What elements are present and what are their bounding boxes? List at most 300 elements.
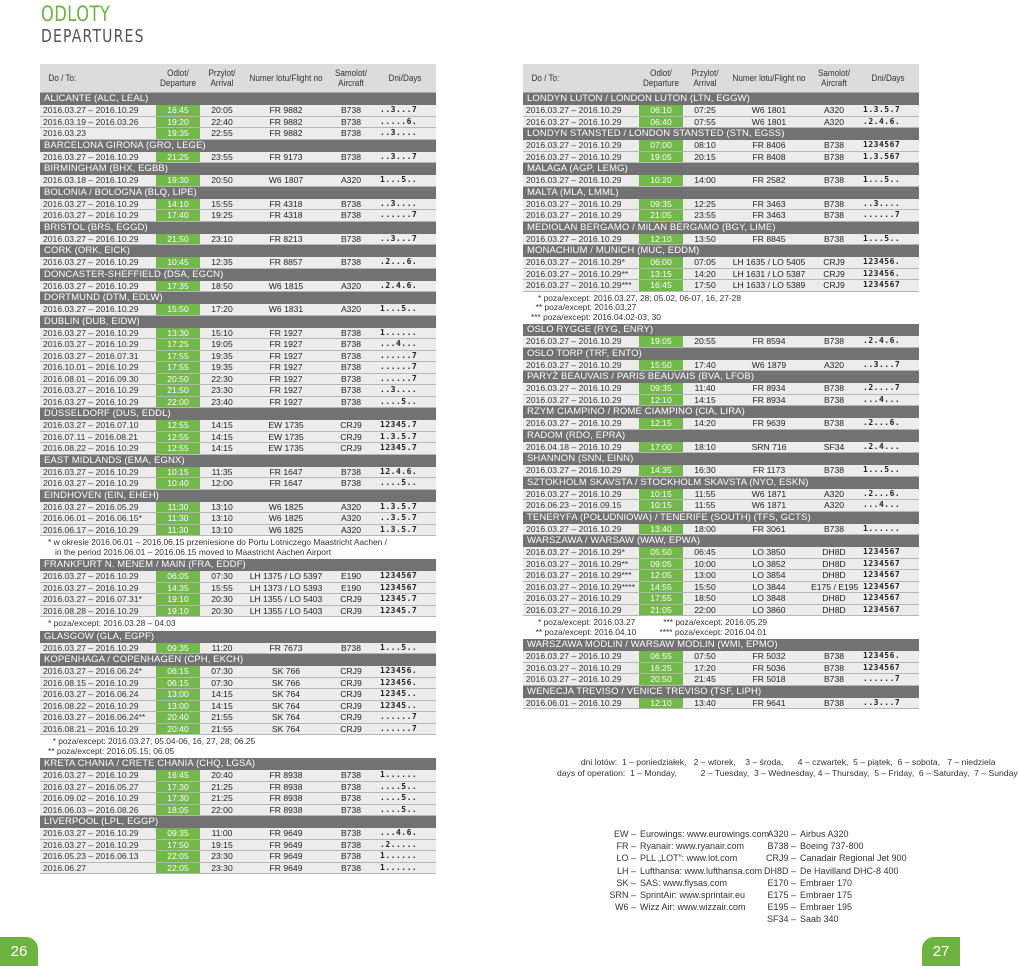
operating-days: ...4.6.: [380, 828, 418, 837]
operating-days: 1......: [380, 851, 418, 860]
table-row: [523, 465, 919, 477]
code-line: [760, 913, 907, 925]
arrival-time: 14:20: [694, 418, 716, 428]
departure-time: 06:15: [156, 666, 200, 677]
table-row: [523, 605, 919, 617]
flight-number: FR 8938: [269, 804, 303, 815]
operating-days: .2...6.: [863, 418, 901, 427]
arrival-time: 12:35: [211, 257, 233, 267]
aircraft-type: SF34: [823, 441, 845, 452]
table-row: [40, 643, 436, 655]
arrival-time: 07:05: [694, 257, 716, 267]
code-value: Eurowings: www.eurowings.com: [640, 829, 770, 839]
validity-period: 2016.03.27 – 2016.10.29*: [526, 547, 625, 557]
flight-number: FR 8934: [752, 383, 786, 393]
arrival-time: 14:15: [211, 689, 233, 699]
departure-time: 06:10: [639, 105, 683, 116]
flight-number: FR 8938: [269, 793, 303, 803]
departure-time: 10:15: [639, 500, 683, 511]
flight-number: FR 8934: [752, 394, 786, 405]
departure-time: 11:30: [156, 525, 200, 536]
operating-days: ......7: [380, 373, 418, 383]
validity-period: 2016.03.27 – 2016.10.29: [43, 327, 139, 338]
aircraft-type: B738: [340, 116, 362, 127]
destination-heading: CORK (ORK, EICK): [40, 245, 436, 257]
operating-days: 1234567: [863, 570, 901, 579]
aircraft-type: B738: [340, 327, 362, 338]
aircraft-type: B738: [823, 394, 845, 405]
departure-time: 17:35: [156, 281, 200, 292]
departure-time: 07:00: [639, 140, 683, 151]
operating-days: 1234567: [863, 593, 901, 602]
departure-time: 15:50: [639, 360, 683, 371]
right-timetable: [523, 64, 919, 709]
departure-time: 15:50: [156, 304, 200, 315]
flight-number: LH 1355 / LO 5403: [249, 594, 323, 604]
table-row: [40, 678, 436, 690]
arrival-time: 22:40: [211, 116, 233, 127]
flight-number: FR 1927: [269, 362, 303, 372]
aircraft-type: B738: [340, 362, 362, 372]
flight-number: EW 1735: [268, 443, 304, 453]
destination-heading: BIRMINGHAM (BHX, EGBB): [40, 163, 436, 175]
arrival-time: 07:25: [694, 105, 716, 115]
table-row: [40, 152, 436, 164]
table-row: [40, 782, 436, 794]
aircraft-type: CRJ9: [340, 431, 362, 442]
flight-number: FR 9173: [269, 151, 303, 162]
table-row: [523, 559, 919, 571]
destination-heading: MALTA (MLA, LMML): [523, 187, 919, 199]
operating-days: 1.3.5.7: [380, 431, 418, 441]
validity-period: 2016.03.27 – 2016.10.29**: [526, 268, 629, 279]
page-number-right: 27: [922, 937, 960, 966]
departure-time: 17:55: [156, 351, 200, 362]
arrival-time: 18:10: [694, 441, 716, 452]
code-value: Airbus A320: [800, 829, 849, 839]
flight-number: FR 3463: [752, 210, 786, 220]
aircraft-type: B738: [340, 233, 362, 244]
departure-time: 19:10: [156, 594, 200, 605]
arrival-time: 21:45: [694, 674, 716, 684]
flight-number: EW 1735: [268, 420, 304, 430]
destination-heading: KOPENHAGA / COPENHAGEN (CPH, EKCH): [40, 654, 436, 666]
arrival-time: 12:00: [211, 478, 233, 488]
table-row: [523, 651, 919, 663]
arrival-time: 08:10: [694, 140, 716, 150]
destination-heading: DÜSSELDORF (DUS, EDDL): [40, 408, 436, 420]
aircraft-type: B738: [340, 373, 362, 384]
header-arrival: Przylot/ Arrival: [691, 68, 719, 88]
page-title: ODLOTY: [41, 2, 111, 26]
validity-period: 2016.03.27 – 2016.10.29: [526, 336, 622, 346]
arrival-time: 13:00: [694, 570, 716, 580]
departure-time: 22:00: [156, 397, 200, 408]
validity-period: 2016.03.27 – 2016.10.29: [526, 151, 622, 162]
validity-period: 2016.03.27 – 2016.10.29: [526, 465, 622, 475]
code-value: SprintAir: www.sprintair.eu: [640, 890, 746, 901]
code-line: [604, 840, 769, 852]
table-row: [40, 362, 436, 374]
departure-time: 20:40: [156, 724, 200, 735]
departure-time: 14:35: [639, 465, 683, 476]
flight-number: FR 9649: [269, 828, 303, 838]
table-row: [40, 281, 436, 293]
table-row: [40, 502, 436, 514]
code-line: [604, 901, 769, 913]
arrival-time: 17:20: [211, 304, 233, 314]
validity-period: 2016.06.23 – 2016.09.15: [526, 500, 622, 510]
arrival-time: 20:55: [694, 336, 716, 346]
validity-period: 2016.03.27 – 2016.10.29**: [526, 558, 629, 569]
arrival-time: 18:00: [694, 523, 716, 534]
arrival-time: 20:05: [211, 105, 233, 115]
table-row: [40, 863, 436, 875]
validity-period: 2016.03.23: [43, 128, 87, 138]
operating-days: 12345.7: [380, 443, 418, 452]
arrival-time: 14:20: [694, 268, 716, 279]
destination-heading: TENERYFA (POŁUDNIOWA) / TENERIFE (SOUTH) (TFS, GCTS): [523, 512, 919, 524]
departure-time: 12:55: [156, 443, 200, 454]
aircraft-type: A320: [823, 116, 845, 127]
code-key: W6 –: [614, 902, 636, 913]
arrival-time: 16:30: [694, 465, 716, 475]
validity-period: 2016.03.27 – 2016.10.29: [43, 770, 139, 780]
flight-number: W6 1825: [268, 524, 304, 535]
table-row: [40, 467, 436, 479]
aircraft-type: A320: [340, 175, 362, 185]
aircraft-type: B738: [340, 642, 362, 653]
departure-time: 13:15: [639, 269, 683, 280]
table-row: [523, 175, 919, 187]
code-line: [760, 889, 907, 901]
destination-heading: OSLO TORP (TRF, ENTO): [523, 348, 919, 360]
validity-period: 2016.03.27 – 2016.10.29: [43, 304, 139, 314]
validity-period: 2016.03.27 – 2016.10.29: [526, 175, 622, 185]
destination-heading: GLASGOW (GLA, EGPF): [40, 631, 436, 643]
table-row: [523, 593, 919, 605]
carrier-codes: [604, 828, 769, 913]
table-row: [523, 442, 919, 454]
arrival-time: 13:10: [211, 501, 233, 512]
code-key: SK –: [616, 877, 636, 888]
aircraft-type: A320: [340, 501, 362, 512]
aircraft-type: A320: [823, 500, 845, 510]
code-key: LH –: [616, 865, 636, 876]
destination-heading: BOLONIA / BOLOGNA (BLQ, LIPE): [40, 187, 436, 199]
departure-time: 14:10: [156, 199, 200, 210]
code-value: Saab 340: [800, 914, 839, 925]
operating-days: ..3...7: [863, 359, 901, 369]
table-row: [523, 489, 919, 501]
validity-period: 2016.03.27 – 2016.10.29: [43, 257, 139, 267]
flight-number: FR 5032: [752, 651, 786, 661]
departure-time: 21:50: [156, 385, 200, 396]
validity-period: 2016.03.27 – 2016.10.29: [43, 105, 139, 115]
flight-number: LO 3854: [752, 570, 786, 580]
table-row: [40, 385, 436, 397]
flight-number: LH 1631 / LO 5387: [732, 268, 806, 279]
table-row: [523, 395, 919, 407]
destination-heading: PARYŻ BEAUVAIS / PARIS BEAUVAIS (BVA, LFOB): [523, 371, 919, 383]
table-row: [40, 128, 436, 140]
aircraft-type: A320: [823, 359, 845, 370]
arrival-time: 22:30: [211, 373, 233, 384]
aircraft-type: B738: [340, 828, 362, 838]
operating-days: 1...5..: [863, 233, 901, 243]
departure-time: 06:05: [156, 571, 200, 582]
aircraft-type: A320: [340, 304, 362, 314]
aircraft-type: B738: [340, 385, 362, 395]
operating-days: ......7: [863, 210, 901, 219]
arrival-time: 06:45: [694, 547, 716, 557]
code-key: SRN –: [609, 890, 636, 901]
code-key: E170 –: [767, 877, 796, 888]
validity-period: 2016.06.03 – 2016.08.26: [43, 804, 139, 815]
operating-days: .2.4...: [863, 441, 901, 451]
destination-heading: DORTMUND (DTM, EDLW): [40, 292, 436, 304]
table-row: [523, 698, 919, 710]
left-timetable: [40, 64, 436, 874]
table-row: [40, 513, 436, 525]
header-aircraft: Samolot/ Aircraft: [818, 68, 850, 88]
destination-heading: RZYM CIAMPINO / ROME CIAMPINO (CIA, LIRA): [523, 406, 919, 418]
validity-period: 2016.07.11 – 2016.08.21: [43, 431, 138, 442]
code-key: E175 –: [767, 890, 796, 901]
page-number-left: 26: [0, 937, 38, 966]
validity-period: 2016.03.27 – 2016.06.24**: [43, 712, 146, 722]
code-line: [604, 877, 769, 889]
aircraft-type: B738: [823, 418, 845, 428]
departure-time: 18:05: [156, 805, 200, 816]
flight-number: FR 1927: [269, 396, 303, 407]
table-row: [40, 583, 436, 595]
flight-number: W6 1825: [268, 513, 304, 523]
operating-days: ....5..: [380, 804, 418, 814]
code-value: Embraer 195: [800, 902, 853, 913]
operating-days: ..3...7: [380, 105, 418, 114]
arrival-time: 17:40: [694, 359, 716, 370]
aircraft-type: CRJ9: [340, 712, 362, 722]
aircraft-type: B738: [823, 336, 845, 346]
table-header: [40, 64, 436, 93]
table-row: [523, 582, 919, 594]
departure-time: 22:05: [156, 851, 200, 862]
flight-number: FR 5036: [752, 662, 786, 673]
destination-heading: LIVERPOOL (LPL, EGGP): [40, 816, 436, 828]
table-row: [40, 805, 436, 817]
table-row: [523, 524, 919, 536]
flight-number: FR 1927: [269, 339, 303, 349]
aircraft-type: DH8D: [822, 593, 846, 603]
departure-time: 17:25: [156, 339, 200, 350]
operating-days: ...4...: [863, 394, 901, 404]
operating-days: .2...6.: [380, 257, 418, 266]
operating-days: 1...5..: [380, 304, 418, 313]
arrival-time: 20:30: [211, 594, 233, 604]
arrival-time: 11:35: [211, 466, 233, 477]
validity-period: 2016.08.22 – 2016.10.29: [43, 443, 139, 453]
destination-heading: WENECJA TREVISO / VENICE TREVISO (TSF, LIPH): [523, 686, 919, 698]
table-row: [40, 851, 436, 863]
flight-number: FR 8938: [269, 781, 303, 792]
validity-period: 2016.03.27 – 2016.10.29: [43, 396, 139, 407]
operating-days: ......7: [863, 674, 901, 683]
validity-period: 2016.03.27 – 2016.06.24: [43, 689, 139, 699]
code-value: Ryanair: www.ryanair.com: [640, 841, 745, 852]
arrival-time: 14:15: [211, 700, 233, 711]
code-key: DH8D –: [763, 865, 796, 876]
operating-days: 12345.7: [380, 420, 418, 429]
flight-number: FR 9882: [269, 116, 303, 127]
validity-period: 2016.03.27 – 2016.10.29: [526, 674, 622, 684]
table-header: [523, 64, 919, 93]
validity-period: 2016.03.27 – 2016.10.29: [43, 839, 139, 850]
departure-time: 21:25: [156, 152, 200, 163]
arrival-time: 19:15: [211, 839, 233, 850]
footnote: * poza/except: 2016.03.27; 05.04-06, 16, 27, 28; 06.25 ** poza/except: 2016.05.15; 06.05: [48, 736, 256, 756]
table-row: [523, 663, 919, 675]
table-row: [523, 547, 919, 559]
aircraft-type: B738: [340, 128, 362, 138]
operating-days: 123456.: [863, 651, 901, 660]
footnote: * poza/except: 2016.03.27, 28; 05.02, 06-07, 16, 27-28 ** poza/except: 2016.03.27 *** poza/except: 2016.04.02-03, 30: [531, 292, 741, 322]
operating-days: ......7: [380, 362, 418, 371]
departure-time: 12:55: [156, 432, 200, 443]
operating-days: ....5..: [380, 478, 418, 487]
flight-number: FR 8845: [752, 233, 786, 244]
table-row: [523, 234, 919, 246]
table-row: [40, 397, 436, 409]
code-line: [604, 889, 769, 901]
arrival-time: 14:00: [694, 175, 716, 185]
aircraft-type: CRJ9: [340, 666, 362, 676]
operating-days: 123456.: [863, 268, 901, 278]
operating-days: ..3...7: [380, 233, 418, 243]
validity-period: 2016.03.27 – 2016.10.29: [526, 233, 622, 244]
aircraft-type: A320: [823, 105, 845, 115]
arrival-time: 14:15: [694, 394, 716, 405]
flight-number: FR 1647: [269, 478, 303, 488]
operating-days: 1...5..: [863, 175, 901, 184]
aircraft-type: CRJ9: [340, 443, 362, 453]
aircraft-type: CRJ9: [340, 677, 362, 688]
arrival-time: 19:35: [211, 362, 233, 372]
flight-number: FR 1647: [269, 466, 303, 477]
table-row: [523, 383, 919, 395]
operating-days: 1...5..: [380, 175, 418, 184]
aircraft-type: DH8D: [822, 604, 846, 615]
code-line: [604, 828, 769, 840]
departure-time: 21:50: [156, 234, 200, 245]
destination-heading: WARSZAWA MODLIN / WARSAW MODLIN (WMI, EPMO): [523, 639, 919, 651]
flight-number: LO 3860: [752, 604, 786, 615]
code-line: [760, 901, 907, 913]
table-row: [523, 257, 919, 269]
aircraft-type: B738: [340, 198, 362, 209]
destination-heading: DUBLIN (DUB, EIDW): [40, 316, 436, 328]
operating-days: 1.3.567: [863, 151, 901, 161]
operating-days: 123456.: [863, 257, 901, 266]
operating-days: 12345.7: [380, 605, 418, 615]
validity-period: 2016.03.27 – 2016.10.29: [526, 198, 622, 209]
aircraft-type: CRJ9: [340, 700, 362, 711]
code-value: PLL „LOT”: www.lot.com: [640, 853, 738, 864]
validity-period: 2016.03.27 – 2016.10.29: [43, 466, 139, 477]
departure-time: 09:35: [639, 199, 683, 210]
destination-heading: EINDHOVEN (EIN, EHEH): [40, 490, 436, 502]
departure-time: 21:05: [639, 605, 683, 616]
arrival-time: 21:55: [211, 723, 233, 734]
operating-days: .2.....: [380, 839, 418, 849]
aircraft-type: B738: [340, 350, 362, 361]
flight-number: FR 9649: [269, 839, 303, 850]
validity-period: 2016.03.18 – 2016.10.29: [43, 175, 139, 185]
aircraft-type: B738: [340, 105, 362, 115]
flight-number: W6 1871: [751, 488, 787, 499]
arrival-time: 23:55: [211, 151, 233, 162]
aircraft-type: B738: [340, 210, 362, 220]
table-row: [40, 571, 436, 583]
destination-heading: RADOM (RDO, EPRA): [523, 430, 919, 442]
aircraft-type: B738: [340, 781, 362, 792]
arrival-time: 11:55: [694, 488, 716, 499]
table-row: [40, 374, 436, 386]
aircraft-type: B738: [340, 339, 362, 349]
flight-number: FR 8594: [752, 336, 786, 346]
code-line: [760, 828, 907, 840]
destination-heading: FRANKFURT N. MENEM / MAIN (FRA, EDDF): [40, 559, 436, 571]
aircraft-type: B738: [823, 233, 845, 244]
code-value: Canadair Regional Jet 900: [800, 853, 907, 864]
flight-number: SK 766: [271, 666, 301, 676]
arrival-time: 07:30: [211, 571, 233, 581]
table-row: [523, 152, 919, 164]
departure-time: 19:05: [639, 152, 683, 163]
departure-time: 13:30: [156, 328, 200, 339]
flight-number: FR 8938: [269, 770, 303, 780]
departure-time: 20:50: [156, 374, 200, 385]
departure-time: 06:15: [156, 678, 200, 689]
aircraft-type: CRJ9: [340, 605, 362, 616]
arrival-time: 07:55: [694, 116, 716, 127]
code-value: Embraer 170: [800, 877, 853, 888]
arrival-time: 20:15: [694, 151, 716, 162]
table-row: [40, 828, 436, 840]
operating-days: ...4...: [863, 500, 901, 509]
aircraft-type: CRJ9: [340, 420, 362, 430]
header-destination: Do / To:: [531, 73, 560, 83]
validity-period: 2016.03.27 – 2016.10.29: [43, 478, 139, 488]
flight-number: FR 1173: [752, 465, 786, 475]
page-title-block: [41, 4, 174, 46]
aircraft-type: B738: [340, 770, 362, 780]
footnote: * poza/except: 2016.03.28 – 04.03: [48, 618, 176, 628]
flight-number: FR 9882: [269, 105, 303, 115]
operating-days: 1...5..: [380, 642, 418, 652]
departure-time: 14:55: [639, 582, 683, 593]
operating-days: 1......: [380, 327, 418, 337]
arrival-time: 15:55: [211, 198, 233, 209]
operating-days: 123456.: [380, 677, 418, 687]
operating-days: 12.4.6.: [380, 466, 418, 476]
arrival-time: 11:55: [694, 500, 716, 510]
validity-period: 2016.03.27 – 2016.07.31*: [43, 594, 142, 604]
validity-period: 2016.05.23 – 2016.06.13: [43, 851, 139, 861]
table-row: [40, 701, 436, 713]
operating-days: ....5..: [380, 781, 418, 791]
flight-number: FR 1927: [269, 350, 303, 361]
